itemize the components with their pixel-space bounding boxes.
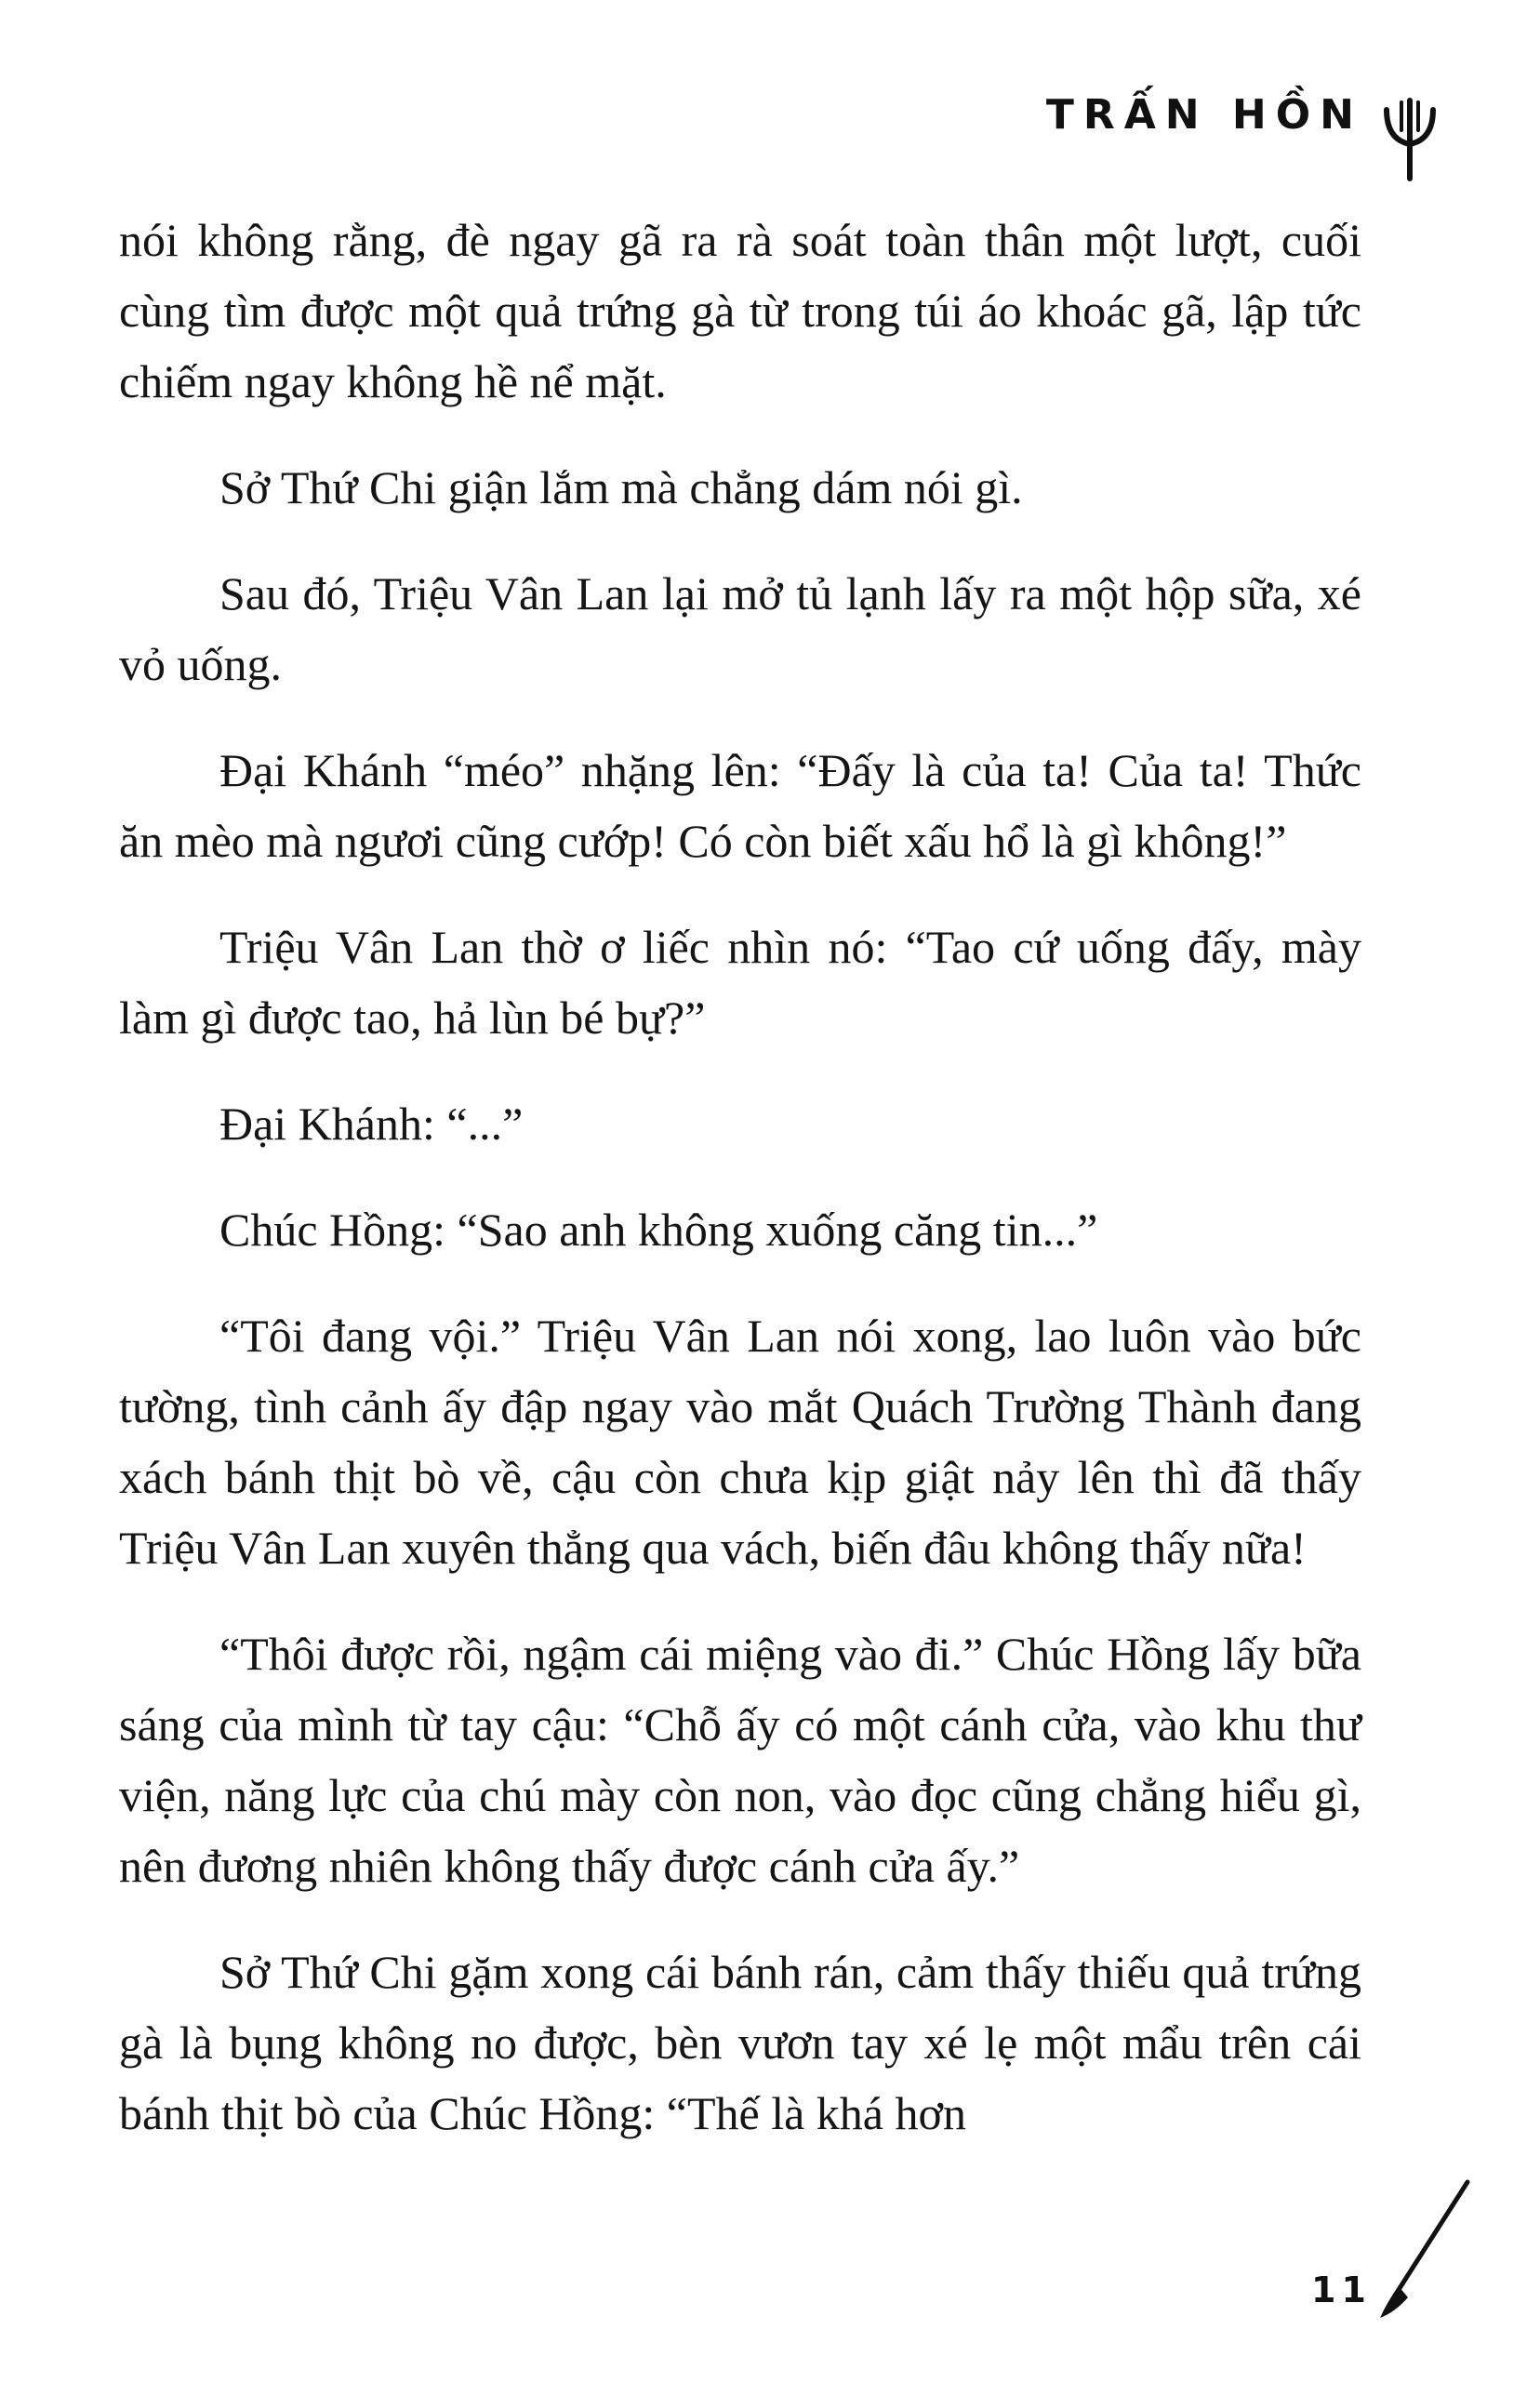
paragraph: nói không rằng, đè ngay gã ra rà soát toàn thân một lượt, cuối cùng tìm được một quả trứng gà từ trong túi áo khoác gã, lập tức chiếm ngay không hề nể mặt. xyxy=(119,214,1361,407)
paragraph: “Thôi được rồi, ngậm cái miệng vào đi.” Chúc Hồng lấy bữa sáng của mình từ tay cậu: “Chỗ ấy có một cánh cửa, vào khu thư viện, năng lực của chú mày còn non, vào đọc cũng chẳng hiểu gì, nên đương nhiên không thấy được cánh cửa ấy.” xyxy=(119,1628,1361,1892)
paragraph: Triệu Vân Lan thờ ơ liếc nhìn nó: “Tao cứ uống đấy, mày làm gì được tao, hả lùn bé bự?” xyxy=(119,921,1361,1044)
paragraph: Sở Thứ Chi giận lắm mà chẳng dám nói gì. xyxy=(219,461,1023,513)
paragraph: Sở Thứ Chi gặm xong cái bánh rán, cảm thấy thiếu quả trứng gà là bụng không no được, bèn vươn tay xé lẹ một mẩu trên cái bánh thịt bò của Chúc Hồng: “Thế là khá hơn xyxy=(119,1946,1361,2139)
paragraph: “Tôi đang vội.” Triệu Vân Lan nói xong, lao luôn vào bức tường, tình cảnh ấy đập ngay vào mắt Quách Trường Thành đang xách bánh thịt bò về, cậu còn chưa kịp giật nảy lên thì đã thấy Triệu Vân Lan xuyên thẳng qua vách, biến đâu không thấy nữa! xyxy=(119,1310,1361,1574)
page-body xyxy=(119,205,1361,2184)
brush-icon xyxy=(1367,2176,1479,2325)
paragraph: Đại Khánh: “...” xyxy=(219,1098,524,1150)
paragraph: Chúc Hồng: “Sao anh không xuống căng tin...” xyxy=(219,1204,1098,1256)
running-header xyxy=(1046,91,1363,139)
page-number: 11 xyxy=(1311,2270,1372,2310)
paragraph: Sau đó, Triệu Vân Lan lại mở tủ lạnh lấy ra một hộp sữa, xé vỏ uống. xyxy=(119,567,1361,690)
book-title: TRẤN HỒN xyxy=(1045,91,1363,139)
paragraph: Đại Khánh “méo” nhặng lên: “Đấy là của ta! Của ta! Thức ăn mèo mà ngươi cũng cướp! Có còn biết xấu hổ là gì không!” xyxy=(119,744,1361,867)
trident-icon xyxy=(1377,93,1442,181)
